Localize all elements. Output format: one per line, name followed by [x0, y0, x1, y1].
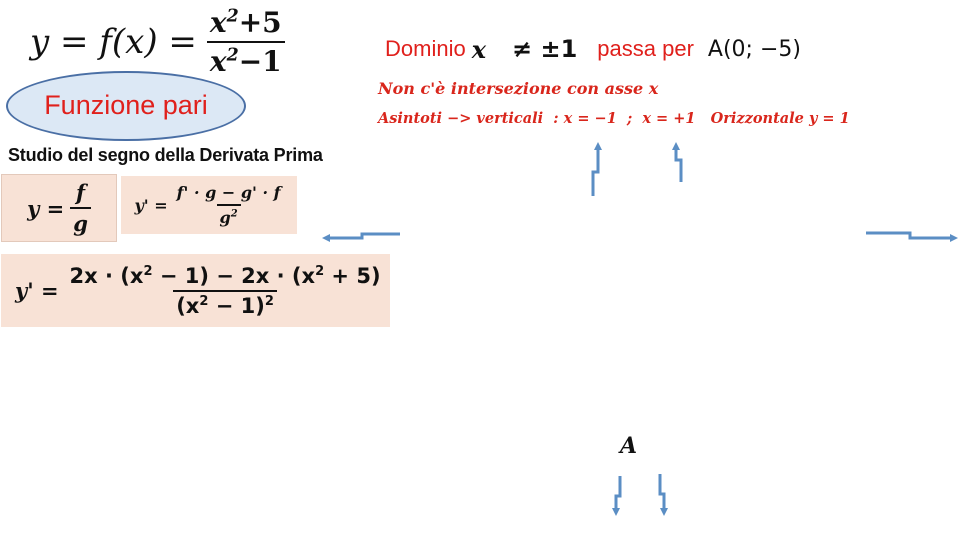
- arrow-down-right: [660, 474, 664, 512]
- quotient-num: f: [76, 180, 86, 205]
- num-tail: +5: [238, 6, 282, 39]
- domain-label: Dominio: [385, 36, 466, 61]
- dnum-exp2: 2: [315, 263, 325, 279]
- dnum-part3: + 5): [324, 263, 381, 288]
- domain-condition: ≠ ±1: [512, 35, 578, 63]
- dden-base: (x: [176, 293, 200, 318]
- den-tail: −1: [238, 45, 282, 78]
- den-exp: 2: [226, 45, 239, 66]
- rule-den-base: g: [219, 208, 231, 227]
- num-base: x: [209, 6, 227, 39]
- function-lhs: y = f(x) =: [30, 22, 197, 62]
- dnum-exp1: 2: [143, 263, 153, 279]
- dden-exp1: 2: [199, 293, 209, 309]
- dnum-part1: 2x · (x: [69, 263, 144, 288]
- passes-label: passa per: [597, 36, 694, 61]
- den-base: x: [209, 45, 227, 78]
- dden-exp2: 2: [264, 293, 274, 309]
- arrow-up-right: [676, 146, 681, 182]
- quotient-den: g: [70, 207, 91, 236]
- domain-var: x: [471, 34, 487, 64]
- rule-lhs: y' =: [134, 195, 168, 215]
- asymptotes-note: Asintoti −> verticali : x = −1 ; x = +1 Orizzontale y = 1: [378, 110, 850, 127]
- point-label: A: [620, 433, 638, 459]
- domain-point: A(0; −5): [707, 36, 801, 62]
- parity-label: Funzione pari: [44, 89, 208, 120]
- arrow-down-left: [616, 476, 620, 512]
- arrow-up-left: [593, 146, 598, 196]
- num-exp: 2: [226, 6, 239, 27]
- dnum-part2: − 1) − 2x · (x: [152, 263, 316, 288]
- arrow-left: [326, 234, 400, 238]
- rule-den-exp: 2: [230, 208, 238, 220]
- derivative-lhs: y' =: [15, 278, 59, 303]
- dden-mid: − 1): [208, 293, 265, 318]
- quotient-lhs: y =: [27, 195, 65, 221]
- rule-num: f' · g − g' · f: [176, 183, 281, 202]
- no-intersection-note: Non c'è intersezione con asse x: [378, 79, 659, 98]
- section-title: Studio del segno della Derivata Prima: [8, 145, 323, 165]
- arrow-right: [866, 233, 954, 238]
